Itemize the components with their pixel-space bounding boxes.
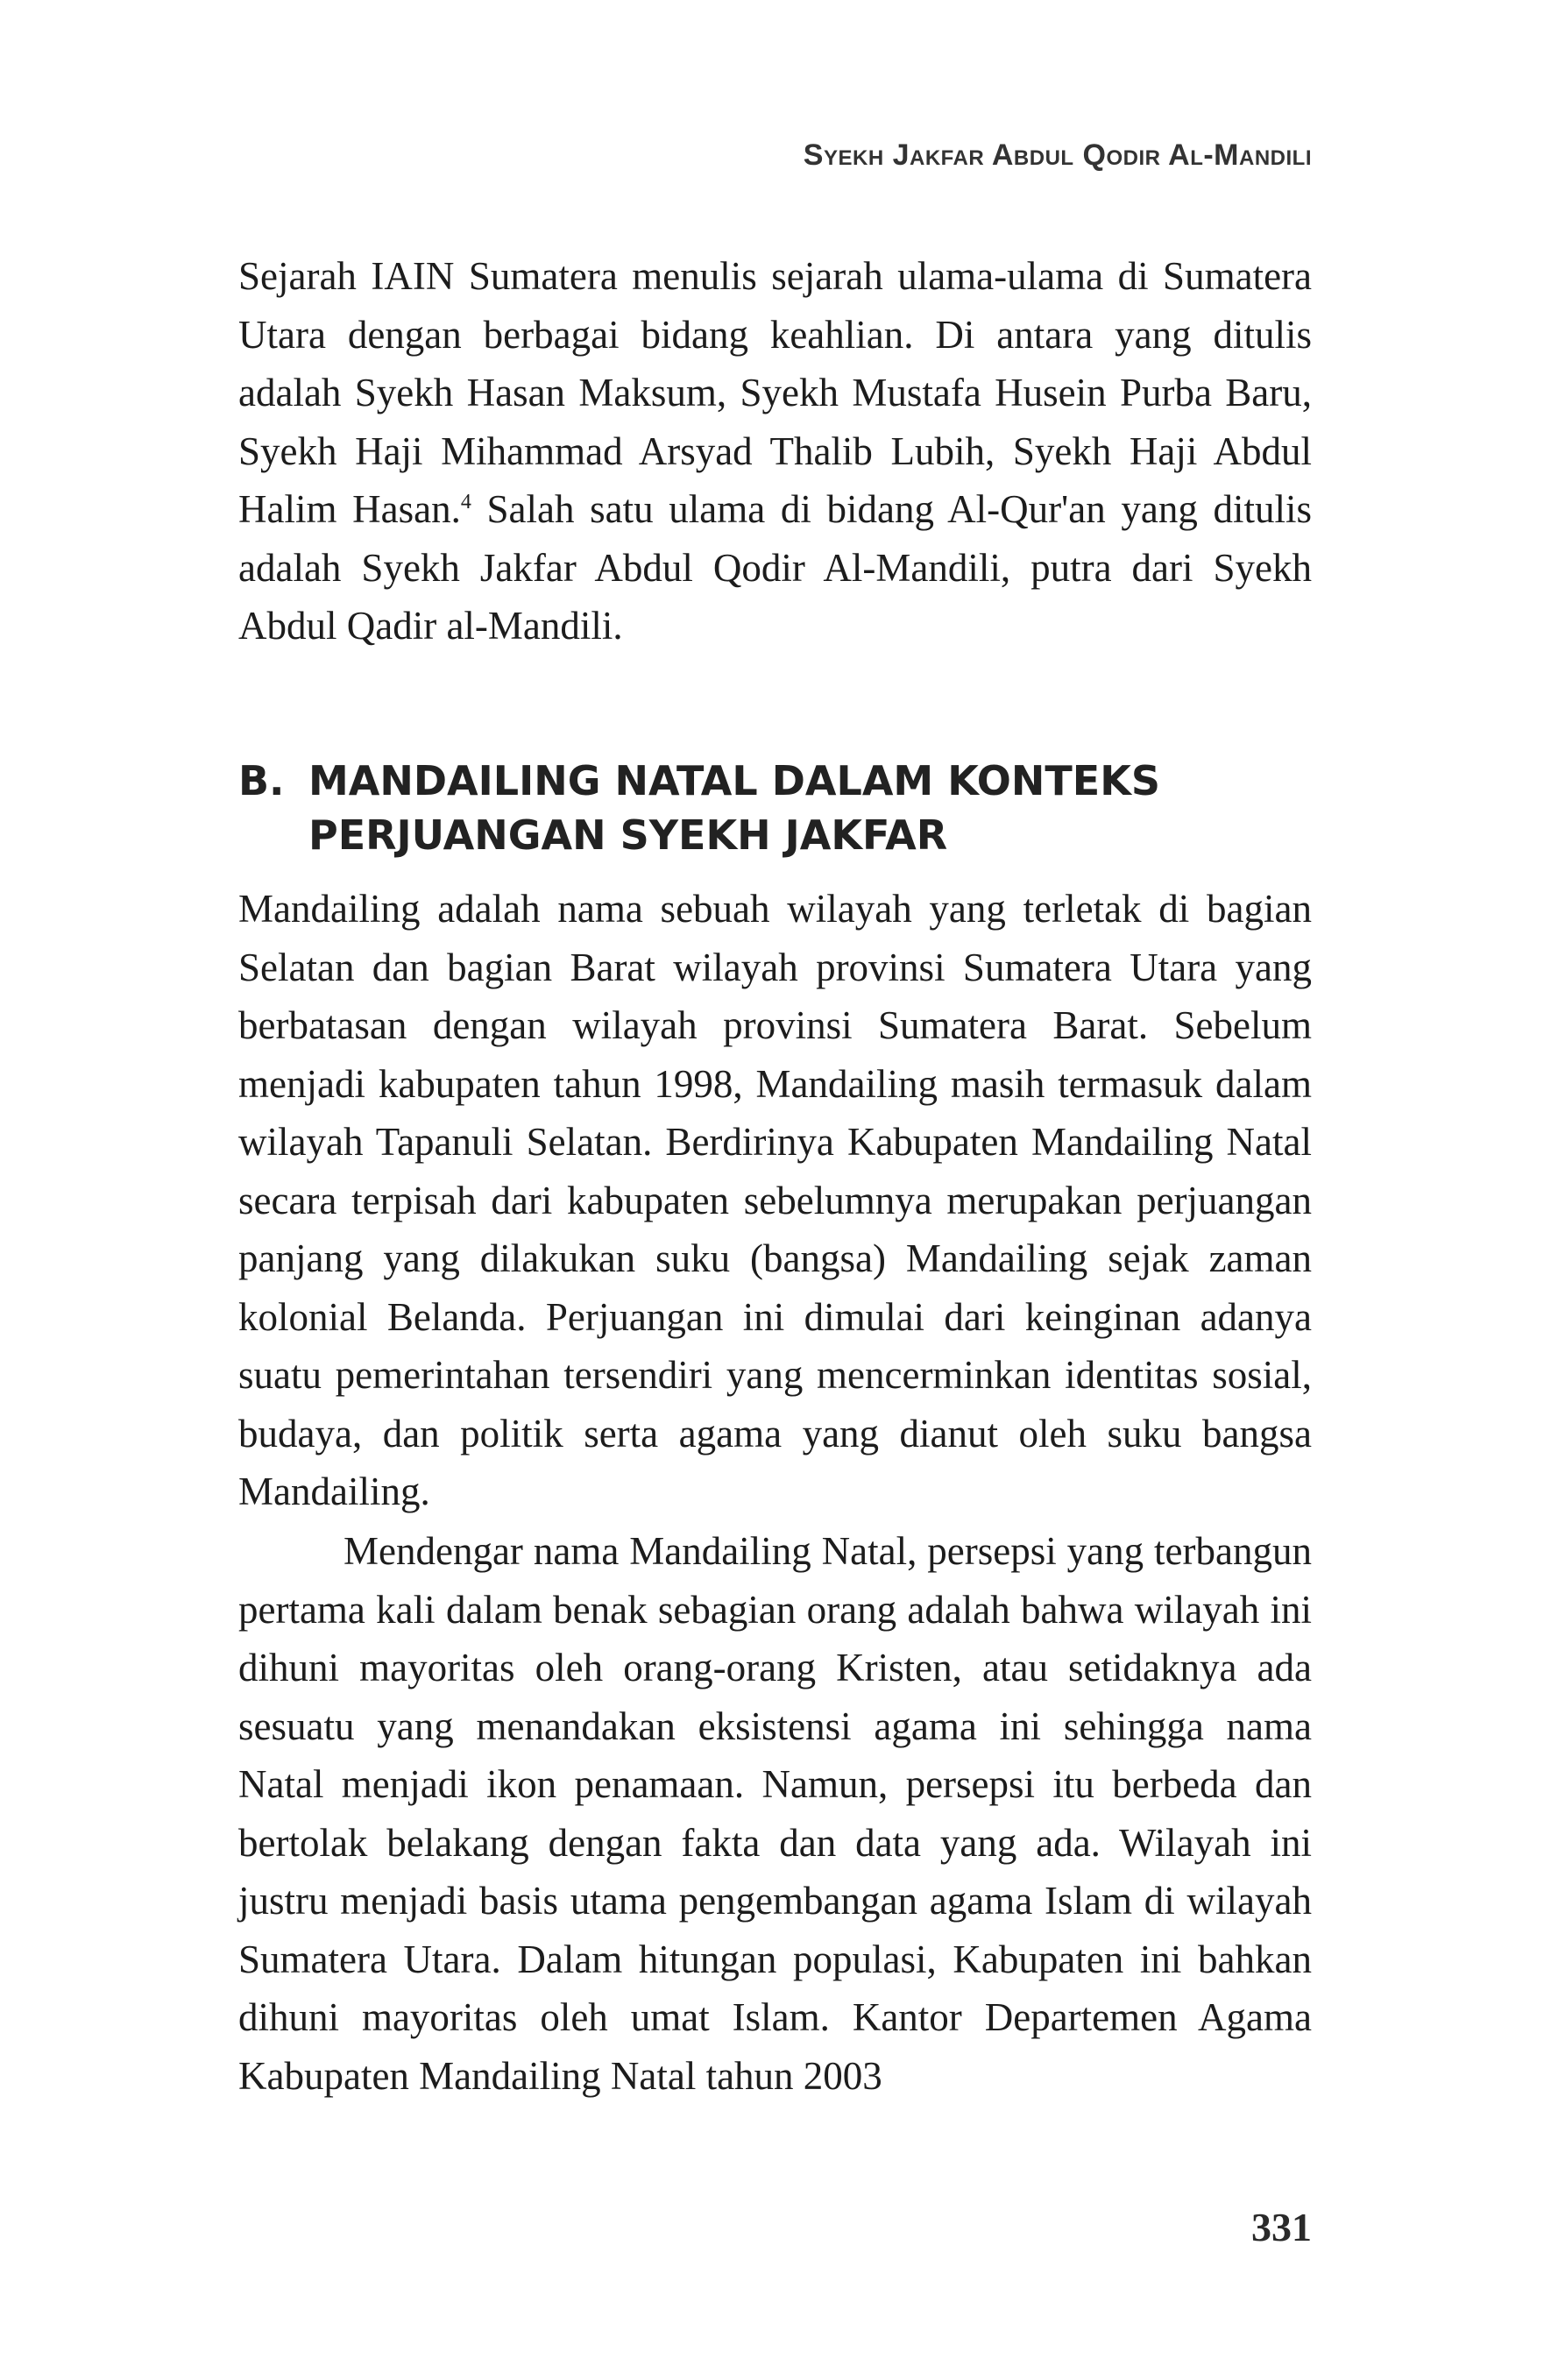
page-number: 331 [1251,2205,1312,2249]
running-header: Syekh Jakfar Abdul Qodir Al-Mandili [803,138,1312,172]
intro-text-continued: Salah satu ulama di bidang Al-Qur'an yang ditulis adalah Syekh Jakfar Abdul Qodir Al-Mandili, putra dari Syekh Abdul Qadir al-Mandili. [238,487,1312,648]
section-title-line-2: PERJUANGAN SYEKH JAKFAR [308,811,948,859]
section-heading [238,754,1312,862]
intro-text: Sejarah IAIN Sumatera menulis sejarah ulama-ulama di Sumatera Utara dengan berbagai bidang keahlian. Di antara yang ditulis adalah Syekh Hasan Maksum, Syekh Mustafa Husein Purba Baru, Syekh Haji Mihammad Arsyad Thalib Lubih, Syekh Haji Abdul Halim Hasan. [238,254,1312,531]
section-title-line-1: MANDAILING NATAL DALAM KONTEKS [308,757,1160,804]
section-letter: B. [238,757,285,804]
body-paragraph: Mandailing adalah nama sebuah wilayah yang terletak di bagian Selatan dan bagian Barat wilayah provinsi Sumatera Utara yang berbatasan dengan wilayah provinsi Sumatera Barat. Sebelum menjadi kabupaten tahun 1998, Mandailing masih termasuk dalam wilayah Tapanuli Selatan. Berdirinya Kabupaten Mandailing Natal secara terpisah dari kabupaten sebelumnya merupakan perjuangan panjang yang dilakukan suku (bangsa) Mandailing sejak zaman kolonial Belanda. Perjuangan ini dimulai dari keinginan adanya suatu pemerintahan tersendiri yang mencerminkan identitas sosial, budaya, dan politik serta agama yang dianut oleh suku bangsa Mandailing. [238,887,1312,1513]
body-paragraph: Mendengar nama Mandailing Natal, persepsi yang terbangun pertama kali dalam benak sebagian orang adalah bahwa wilayah ini dihuni mayoritas oleh orang-orang Kristen, atau setidaknya ada sesuatu yang menandakan eksistensi agama ini sehingga nama Natal menjadi ikon penamaan. Namun, persepsi itu berbeda dan bertolak belakang dengan fakta dan data yang ada. Wilayah ini justru menjadi basis utama pengembangan agama Islam di wilayah Sumatera Utara. Dalam hitungan populasi, Kabupaten ini bahkan dihuni mayoritas oleh umat Islam. Kantor Departemen Agama Kabupaten Mandailing Natal tahun 2003 [238,1529,1312,2098]
intro-paragraph [238,247,1312,655]
footnote-reference[interactable]: 4 [460,491,471,514]
